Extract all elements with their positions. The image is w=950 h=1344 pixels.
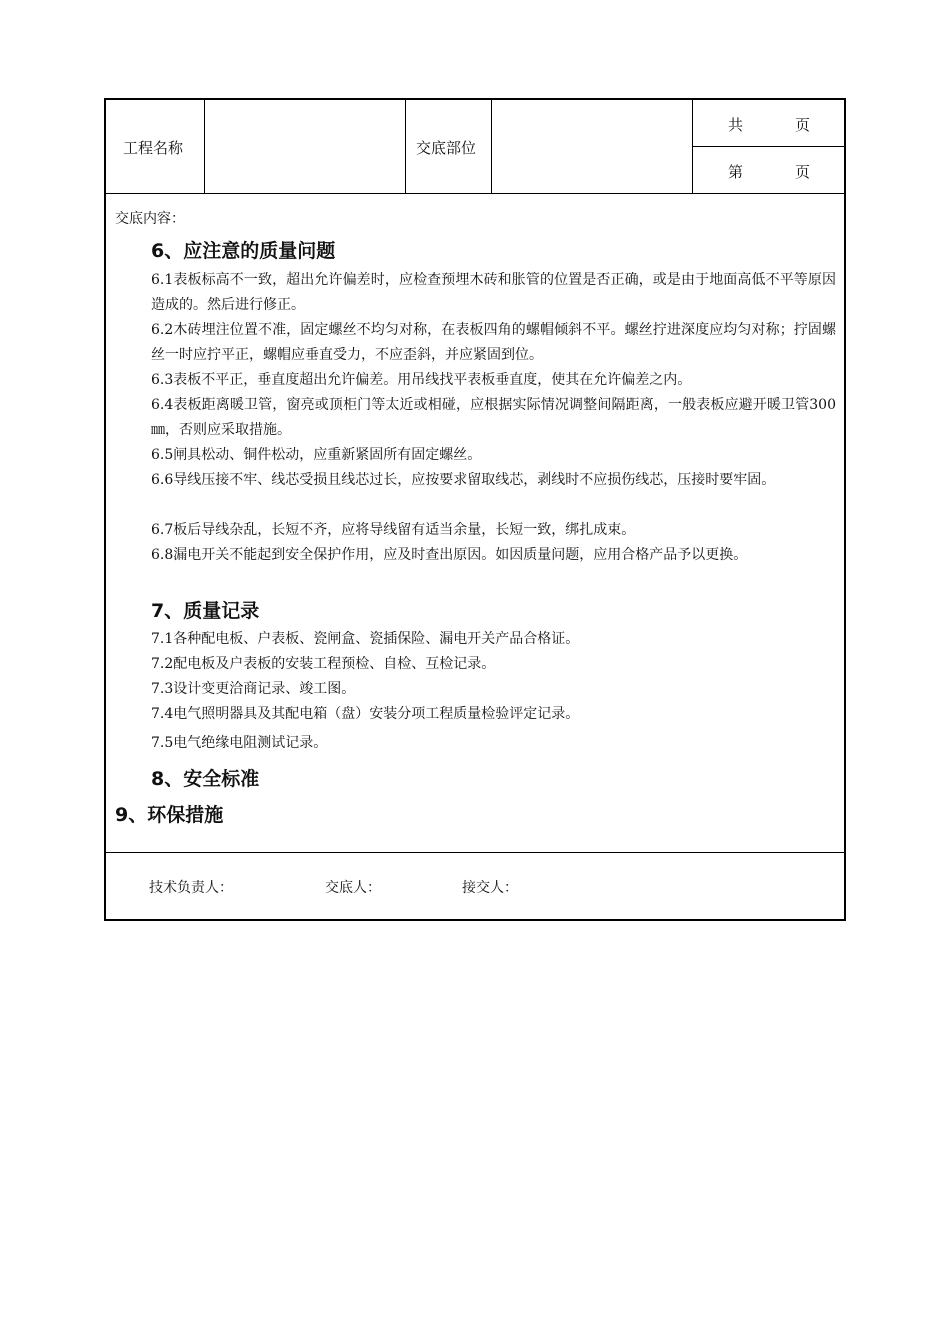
list-item: 6.7板后导线杂乱，长短不齐，应将导线留有适当余量，长短一致，绑扎成束。 (151, 522, 636, 538)
project-name-label: 工程名称 (123, 139, 184, 157)
page-number-suffix: 页 (795, 163, 811, 181)
header-divider (405, 100, 406, 193)
total-pages-prefix: 共 (728, 116, 744, 134)
list-item: 6.3表板不平正，垂直度超出允许偏差。用吊线找平表板垂直度，使其在允许偏差之内。 (151, 372, 692, 388)
list-item: 6.2木砖埋注位置不准，固定螺丝不均匀对称，在表板四角的螺帽倾斜不平。螺丝拧进深度应均匀对称；拧固螺丝一时应拧平正，螺帽应垂直受力，不应歪斜，并应紧固到位。 (151, 322, 836, 363)
tech-lead-signature-label: 技术负责人： (149, 880, 233, 896)
list-item: 6.1表板标高不一致，超出允许偏差时，应检查预埋木砖和胀管的位置是否正确，或是由于地面高低不平等原因造成的。然后进行修正。 (151, 272, 836, 313)
total-pages-suffix: 页 (795, 116, 811, 134)
location-label: 交底部位 (416, 139, 477, 157)
section-6-title: 6、应注意的质量问题 (151, 240, 336, 262)
list-item: 7.5电气绝缘电阻测试记录。 (151, 735, 328, 751)
header-divider (692, 146, 846, 147)
page-number-prefix: 第 (728, 163, 744, 181)
section-9-title: 9、环保措施 (115, 804, 224, 826)
list-item: 6.6导线压接不牢、线芯受损且线芯过长，应按要求留取线芯，剥线时不应损伤线芯，压接时要牢固。 (151, 472, 776, 488)
list-item: 7.3设计变更洽商记录、竣工图。 (151, 681, 356, 697)
list-item: 7.1各种配电板、户表板、瓷闸盒、瓷插保险、漏电开关产品合格证。 (151, 631, 580, 647)
content-label: 交底内容： (115, 211, 185, 227)
list-item: 6.8漏电开关不能起到安全保护作用，应及时查出原因。如因质量问题，应用合格产品予以更换。 (151, 547, 748, 563)
form-header (106, 100, 844, 194)
header-divider (204, 100, 205, 193)
section-7-title: 7、质量记录 (151, 600, 260, 622)
section-8-title: 8、安全标准 (151, 768, 260, 790)
list-item: 6.5闸具松动、铜件松动，应重新紧固所有固定螺丝。 (151, 447, 482, 463)
header-divider (491, 100, 492, 193)
list-item: 7.4电气照明器具及其配电箱（盘）安装分项工程质量检验评定记录。 (151, 706, 580, 722)
list-item: 7.2配电板及户表板的安装工程预检、自检、互检记录。 (151, 656, 496, 672)
list-item: 6.4表板距离暖卫管，窗亮或顶柜门等太近或相碰，应根据实际情况调整间隔距离，一般表板应避开暖卫管300㎜，否则应采取措施。 (151, 397, 836, 438)
presenter-signature-label: 交底人： (325, 880, 381, 896)
footer-divider (106, 852, 844, 853)
disclosure-form (104, 98, 846, 921)
receiver-signature-label: 接交人： (462, 880, 518, 896)
